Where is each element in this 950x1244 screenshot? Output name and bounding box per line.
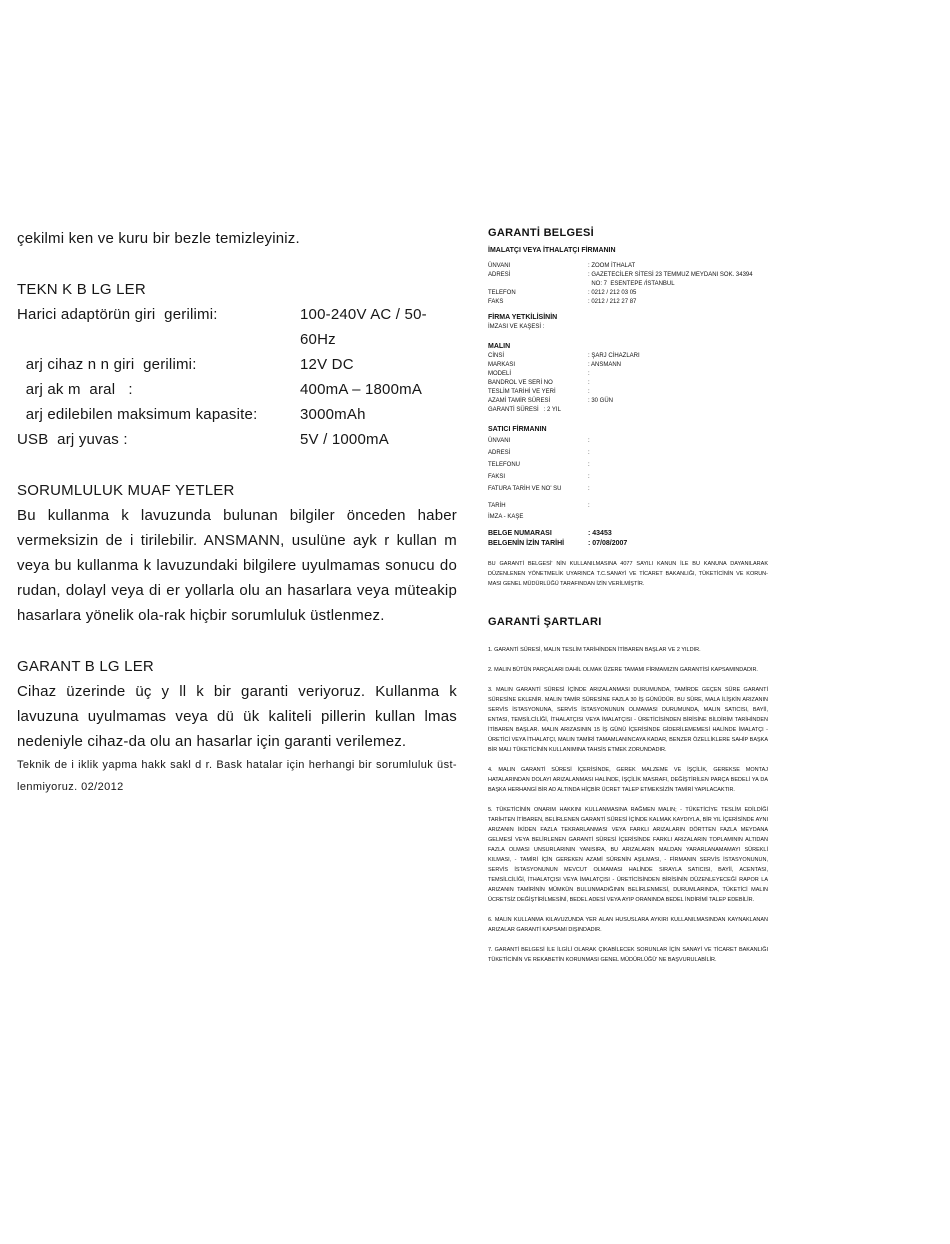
row-label: CİNSİ	[488, 353, 505, 359]
row-value: :	[588, 503, 590, 509]
row-value: : ŞARJ CİHAZLARI	[588, 353, 640, 359]
seller-row	[488, 459, 768, 471]
term-item: 1. GARANTİ SÜRESİ, MALIN TESLİM TARİHİNDEN İTİBAREN BAŞLAR VE 2 YILDIR.	[488, 647, 701, 653]
row-value	[588, 512, 768, 523]
terms-title: GARANTİ ŞARTLARI	[488, 616, 602, 628]
row-label: MODELİ	[488, 371, 512, 377]
spec-row	[17, 302, 457, 352]
seller-row	[488, 447, 768, 459]
goods-row	[488, 352, 768, 361]
row-value: : 0212 / 212 27 87	[588, 299, 637, 305]
spec-row	[17, 352, 457, 377]
row-label: FAKS	[488, 299, 504, 305]
row-value: :	[588, 438, 590, 444]
row-label: ADRESİ	[488, 450, 511, 456]
authority-heading: FİRMA YETKİLİSİNİN	[488, 314, 558, 321]
row-value: :	[588, 371, 590, 377]
goods-row	[488, 406, 768, 415]
goods-row	[488, 370, 768, 379]
spec-value: 12V DC	[300, 356, 354, 373]
warranty-info-title: GARANT B LG LER	[17, 658, 154, 675]
goods-row	[488, 361, 768, 370]
row-value: :	[588, 462, 590, 468]
row-value: :	[588, 380, 590, 386]
term-item: 3. MALIN GARANTİ SÜRESİ İÇİNDE ARIZALANMASI DURUMUNDA, TAMİRDE GEÇEN SÜRE GARANTİ SÜRESİNE EKLENİR. MALIN TAMİR SÜRESİNE FAZLA 30 İŞ GÜNÜDÜR. BU SÜRE, MALA İLİŞKİN ARIZANIN SERVİS İSTASYONUNA, SERVİS İSTASYONUNUN OLMAMASI DURUMUNDA, MALIN SATICISI, BAYİİ, ENTASI, TEMSİLCİLİĞİ, İTHALATÇISI VEYA İMALATÇISI - ÜRETİCİSİNDEN BİRİSİNE BİLDİRİM TARİHİNDEN İTİBAREN BAŞLAR. MALIN ARIZASININ 15 İŞ GÜNÜ İÇERİSİNDE GİDERİLEMEMESİ HALİNDE İMALATÇI - ÜRETİCİ VEYA İTHALATÇI, MALIN TAMİRİ TAMAMLANINCAYA KADAR, BENZER ÖZELLİKLERE SAHİP BAŞKA BİR MALI TÜKETİCİNİN KULLANIMINA TAHSİS ETMEK ZORUNDADIR.	[488, 687, 768, 753]
row-value	[561, 406, 768, 415]
seller-row	[488, 471, 768, 483]
row-value: : 07/08/2007	[588, 540, 628, 547]
document-number-row	[488, 529, 768, 539]
term-item: 7. GARANTİ BELGESİ İLE İLGİLİ OLARAK ÇIKABİLECEK SORUNLAR İÇİN SANAYİ VE TİCARET BAKANLIĞI TÜKETİCİNİN VE REKABETİN KORUNMASI GENEL MÜDÜRLÜĞÜ' NE BAŞVURULABİLİR.	[488, 947, 768, 963]
row-label	[488, 280, 588, 289]
technical-info-title: TEKN K B LG LER	[17, 281, 146, 298]
manufacturer-row	[488, 298, 768, 307]
term-item: 2. MALIN BÜTÜN PARÇALARI DAHİL OLMAK ÜZERE TAMAMI FİRMAMIZIN GARANTİSİ KAPSAMINDADIR.	[488, 667, 758, 673]
goods-row	[488, 397, 768, 406]
manufacturer-row	[488, 271, 768, 280]
spec-row	[17, 427, 457, 452]
liability-title: SORUMLULUK MUAF YETLER	[17, 482, 235, 499]
row-value: : 43453	[588, 530, 612, 537]
row-label: BELGENİN İZİN TARİHİ	[488, 540, 565, 547]
spec-row	[17, 377, 457, 402]
footnote: Teknik de i iklik yapma hakk sakl d r. Bask hatalar için herhangi bir sorumluluk üst-lenmiyoruz. 02/2012	[17, 759, 457, 793]
manufacturer-row	[488, 289, 768, 298]
spec-label: Harici adaptörün giri gerilimi:	[17, 306, 218, 323]
spec-row	[17, 402, 457, 427]
row-label: TELEFON	[488, 290, 516, 296]
term-item: 4. MALIN GARANTİ SÜRESİ İÇERİSİNDE, GEREK MALZEME VE İŞÇİLİK, GEREKSE MONTAJ HATALARINDAN DOLAYI ARIZALANMASI HALİNDE, İŞÇİLİK MASRAFI, DEĞİŞTİRİLEN PARÇA BEDELİ YA DA BAŞKA HERHANGİ BİR AD ALTINDA HİÇBİR ÜCRET TALEP ETMEKSİZİN TAMİRİ YAPILACAKTIR.	[488, 767, 768, 793]
terms-list	[488, 645, 768, 965]
spec-value: 100-240V AC / 50-60Hz	[300, 306, 427, 348]
row-value: : ANSMANN	[588, 362, 622, 368]
document-date-row	[488, 539, 768, 549]
row-value: :	[588, 389, 590, 395]
authority-signature-line: İMZASI VE KAŞESİ :	[488, 324, 545, 330]
goods-row	[488, 379, 768, 388]
row-label: TELEFONU	[488, 462, 521, 468]
cleaning-instruction: çekilmi ken ve kuru bir bezle temizleyiniz.	[17, 230, 300, 247]
goods-heading: MALIN	[488, 343, 511, 350]
manufacturer-row	[488, 280, 768, 289]
goods-row	[488, 388, 768, 397]
spec-label: arj edilebilen maksimum kapasite:	[17, 406, 258, 423]
warranty-certificate	[488, 226, 768, 975]
spec-label: arj ak m aral :	[17, 381, 133, 398]
row-label: TARİH	[488, 503, 506, 509]
row-label: İMZA - KAŞE	[488, 514, 524, 520]
row-label: ADRESİ	[488, 272, 511, 278]
manual-left-column	[17, 226, 457, 798]
row-value: : GAZETECİLER SİTESİ 23 TEMMUZ MEYDANI SOK. 34394	[588, 272, 753, 278]
warranty-info-text: Cihaz üzerinde üç y ll k bir garanti veriyoruz. Kullanma k lavuzuna uyulmamas veya dü ük kaliteli pillerin kullan lmas nedeniyle cihaz-da olu an hasarlar için garanti verilemez.	[17, 683, 457, 750]
row-label: MARKASI	[488, 362, 516, 368]
row-label: TESLİM TARİHİ VE YERİ	[488, 389, 556, 395]
spec-value: 5V / 1000mA	[300, 431, 389, 448]
row-label: BANDROL VE SERİ NO	[488, 380, 553, 386]
spec-value: 400mA – 1800mA	[300, 381, 423, 398]
row-value: : 0212 / 212 03 05	[588, 290, 637, 296]
row-label: FATURA TARİH VE NO' SU	[488, 486, 562, 492]
seller-row	[488, 483, 768, 495]
row-label: FAKSI	[488, 474, 506, 480]
date-row	[488, 512, 768, 523]
certificate-title: GARANTİ BELGESİ	[488, 227, 594, 239]
date-row	[488, 501, 768, 512]
manufacturer-row	[488, 262, 768, 271]
row-label: AZAMİ TAMİR SÜRESİ	[488, 398, 551, 404]
term-item: 6. MALIN KULLANMA KILAVUZUNDA YER ALAN HUSUSLARA AYKIRI KULLANILMASINDAN KAYNAKLANAN ARIZALAR GARANTİ KAPSAMI DIŞINDADIR.	[488, 917, 768, 933]
row-label: GARANTİ SÜRESİ : 2 YIL	[488, 407, 561, 413]
row-value: : ZOOM İTHALAT	[588, 263, 636, 269]
row-value: NO: 7 ESENTEPE /İSTANBUL	[588, 281, 675, 287]
row-label: BELGE NUMARASI	[488, 530, 552, 537]
row-value: : 30 GÜN	[588, 398, 614, 404]
spec-value: 3000mAh	[300, 406, 366, 423]
seller-row	[488, 435, 768, 447]
row-value: :	[588, 450, 590, 456]
row-value: :	[588, 486, 590, 492]
spec-label: USB arj yuvas :	[17, 431, 128, 448]
term-item: 5. TÜKETİCİNİN ONARIM HAKKINI KULLANMASINA RAĞMEN MALIN; - TÜKETİCİYE TESLİM EDİLDİĞİ TARİHTEN İTİBAREN, BELİRLENEN GARANTİ SÜRESİ İÇİNDE KALMAK KAYDIYLA, BİR YIL İÇERİSİNDE AYNI ARIZANIN İKİDEN FAZLA TEKRARLANMASI VEYA FARKLI ARIZALARIN DÖRTTEN FAZLA MEYDANA GELMESİ VEYA BELİRLENEN GARANTİ SÜRESİ İÇERİSİNDE FARKLI ARIZALARIN TOPLAMININ ALTIDAN FAZLA OLMASI UNSURLARININ YANISIRA, BU ARIZALARIN MALDAN YARARLANAMAMAYI SÜREKLİ KILMASI, - TAMİRİ İÇİN GEREKEN AZAMİ SÜRENİN AŞILMASI, - FİRMANIN SERVİS İSTASYONUNUN, SERVİS İSTASYONUNUN MEVCUT OLMAMASI HALİNDE SIRAYLA SATICISI, BAYİİ, ACENTASI, TEMSİLCİLİĞİ, İTHALATÇISI VEYA İMALATÇISI - ÜRETİCİSİNDEN BİRİSİNİN DÜZENLEYECEĞİ RAPOR LA ARIZANIN TAMİRİNİN MÜMKÜN BULUNMADIĞININ BELİRLENMESİ, DURUMLARINDA, TÜKETİCİ MALIN ÜCRETSİZ DEĞİŞTİRİLMESİNİ, BEDEL ADESİ VEYA AYIP ORANINDA BEDEL İNDİRİMİ TALEP EDEBİLİR.	[488, 807, 768, 903]
row-label: ÜNVANI	[488, 438, 511, 444]
row-label: ÜNVANI	[488, 263, 511, 269]
liability-text: Bu kullanma k lavuzunda bulunan bilgiler önceden haber vermeksizin de i tirilebilir. ANSMANN, usulüne ayk r kullan m veya bu kullanma k lavuzundaki bilgilere uyulmamas sonucu do rudan, dolayl veya di er yollarla olu an hasarlara veya müteakip hasarlara yönelik ola-rak hiçbir sorumluluk üstlenmez.	[17, 507, 457, 624]
law-statement: BU GARANTİ BELGESİ' NİN KULLANILMASINA 4077 SAYILI KANUN İLE BU KANUNA DAYANILARAK DÜZENLENEN YÖNETMELİK UYARINCA T.C.SANAYİ VE TİCARET BAKANLIĞI, TÜKETİCİNİN VE KORUN-MASI GENEL MÜDÜRLÜĞÜ TARAFINDAN İZİN VERİLMİŞTİR.	[488, 561, 768, 587]
manufacturer-heading: İMALATÇI VEYA İTHALATÇI FİRMANIN	[488, 247, 616, 254]
spec-label: arj cihaz n n giri gerilimi:	[17, 356, 197, 373]
seller-heading: SATICI FİRMANIN	[488, 426, 547, 433]
row-value: :	[588, 474, 590, 480]
